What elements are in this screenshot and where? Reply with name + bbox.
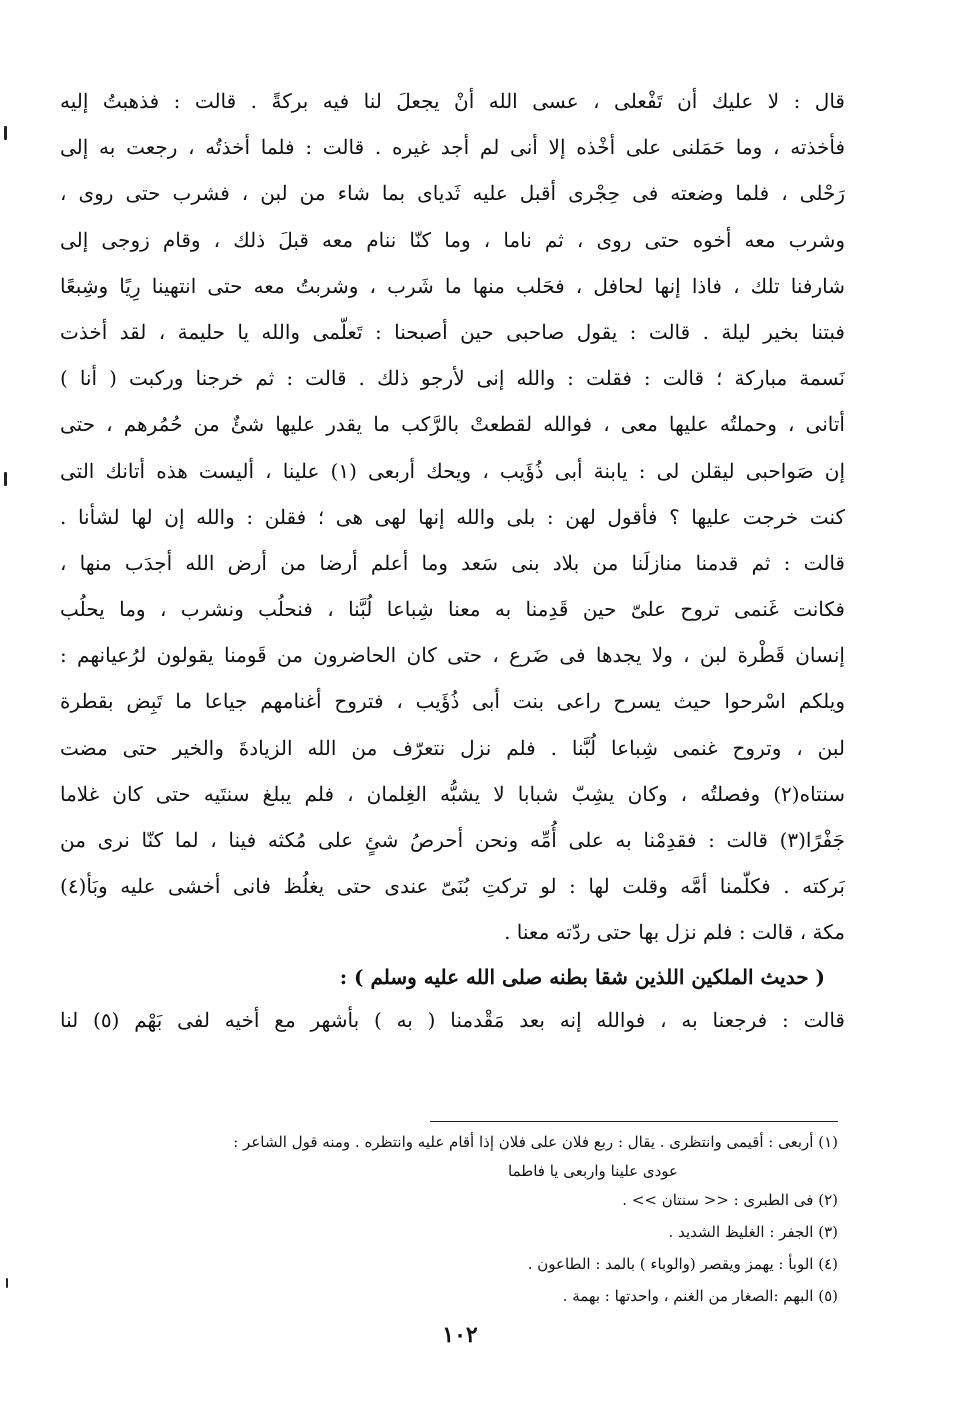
section-heading: ( حديث الملكين اللذين شقا بطنه صلى الله عليه وسلم ) : [339,964,825,989]
text-line: كنت خرجت عليها ؟ فأقول لهن : بلى والله إنها لهى هى ؛ فقلن : والله إن لها لشأنا . [60,504,845,529]
text-line: أتانى ، وحملتُه عليها معى ، فوالله لقطعتْ بالرَّكب ما يقدر عليها شئٌ من حُمُرهم ، حتى [60,412,845,437]
page-number: ١٠٢ [442,1322,478,1348]
text-line: شارفنا تلك ، فاذا إنها لحافل ، فحَلب منها ما شَرب ، وشربتُ معه حتى انتهينا رِيًا وشِبعًا [60,273,845,298]
footnotes [100,1126,838,1312]
margin-mark [4,126,7,140]
footnote-5: (٥) البهم :الصغار من الغنم ، واحدتها : بهمة . [562,1287,838,1305]
footnote-1-verse: عودى علينا واربعى يا فاطما [508,1162,678,1180]
footnote-4: (٤) الوبأ : يهمز ويقصر (والوباء ) بالمد : الطاعون . [527,1255,838,1273]
text-line: قال : لا عليك أن تَفْعلى ، عسى الله أنْ يجعلَ لنا فيه بركةً . قالت : فذهبتُ إليه [60,89,845,113]
text-line: بَركته . فكلّمنا أمَّه وقلت لها : لو تركتِ بُنَىّ عندى حتى يغلُظ فانى أخشى عليه وبَأ(٤) [60,874,845,899]
footnote-divider [430,1121,838,1122]
text-line: فبتنا بخير ليلة . قالت : يقول صاحبى حين أصبحنا : تَعلّمى والله يا حليمة ، لقد أخذت [60,319,845,344]
footnote-1: (١) أربعى : أقيمى وانتظرى . يقال : ربع فلان على فلان إذا أقام عليه وانتظره . ومنه قول الشاعر : [233,1133,838,1151]
text-line: نَسمة مباركة ؛ قالت : فقلت : والله إنى لأرجو ذلك . قالت : ثم خرجنا وركبت ( أنا ) [60,366,845,391]
text-line: سنتاه(٢) وفصلتُه ، وكان يشِبّ شبابا لا يشبُّه الغِلمان ، فلم يبلغ سنتَيه حتى كان غلاما [60,781,845,806]
text-line: قالت : ثم قدمنا منازلَنا من بلاد بنى سَعد وما أعلم أرضا من أرض الله أجدَب منها ، [60,550,845,575]
margin-mark [6,1278,8,1288]
text-line: فكانت غَنمى تروح علىّ حين قَدِمنا به معنا شِباعا لُبَّنا ، فنحلُب ونشرب ، وما يحلُب [60,597,845,622]
text-line: مكة ، قالت : فلم نزل بها حتى ردّته معنا . [504,920,845,945]
text-line: لبن ، وتروح غنمى شِباعا لُبَّنا . فلم نزل نتعرّف من الله الزيادةَ والخير حتى مضت [60,735,845,760]
text-line: ويلكم اسْرحوا حيث يسرح راعى بنت أبى ذُؤَيب ، فتروح أغنامهم جياعا ما تَبِض بقطرة [60,689,845,714]
footnote-2: (٢) فى الطبرى : << سنتان >> . [622,1191,838,1209]
text-line: رَحْلى ، فلما وضعته فى حِجْرى أقبل عليه ثَدياى بما شاء من لبن ، فشرب حتى روى ، [60,181,845,206]
text-line: وشرب معه أخوه حتى روى ، ثم ناما ، وما كنّا ننام معه قبلَ ذلك ، وقام زوجى إلى [60,227,845,252]
margin-mark [4,472,7,486]
main-text [60,78,845,1042]
text-line: قالت : فرجعنا به ، فوالله إنه بعد مَقْدمنا ( به ) بأشهر مع أخيه لفى بَهْم (٥) لنا [60,1007,845,1032]
text-line: إنسان قَطْرة لبن ، ولا يجدها فى ضَرع ، حتى كان الحاضرون من قَومنا يقولون لرُعيانهم : [60,643,845,668]
footnote-3: (٣) الجفر : الغليظ الشديد . [668,1223,838,1241]
text-line: فأخذته ، وما حَمَلنى على أخْذه إلا أنى لم أجد غيره . قالت : فلما أخذتُه ، رجعت به إلى [60,135,845,160]
text-line: جَفْرًا(٣) قالت : فقدِمْنا به على أُمِّه ونحن أحرصُ شئٍ على مُكثه فينا ، لما كنّا نرى من [60,828,845,852]
text-line: إن صَواحبى ليقلن لى : يابنة أبى ذُؤَيب ، ويحك أربعى (١) علينا ، أليست هذه أتانك التى [60,458,845,483]
